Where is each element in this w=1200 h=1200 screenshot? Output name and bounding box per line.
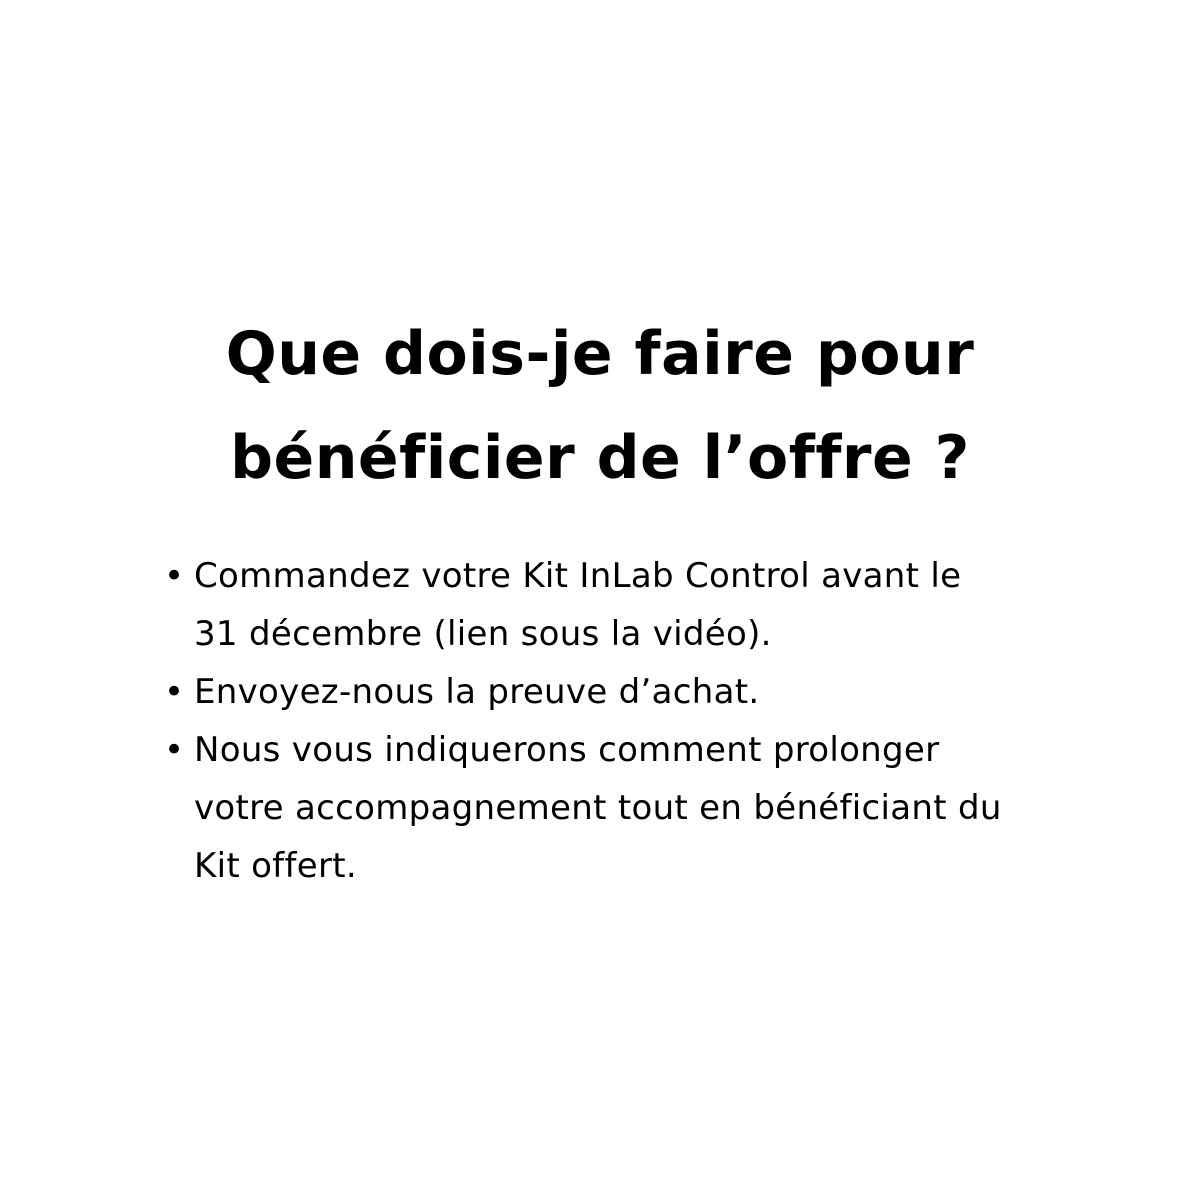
offer-heading-line-2: bénéficier de l’offre ? [230, 423, 970, 493]
offer-step-extend [162, 721, 1102, 895]
offer-step-extend-line-2: votre accompagnement tout en bénéficiant du [194, 788, 1002, 828]
bullet-icon: • [164, 730, 185, 770]
offer-heading [120, 302, 1080, 510]
offer-step-order-line-2: 31 décembre (lien sous la vidéo). [194, 614, 772, 654]
offer-step-order-line-1: Commandez votre Kit InLab Control avant le [194, 556, 962, 596]
offer-step-extend-line-1: Nous vous indiquerons comment prolonger [194, 730, 940, 770]
offer-step-send-proof [162, 663, 1102, 721]
offer-step-send-proof-line-1: Envoyez-nous la preuve d’achat. [194, 672, 760, 712]
bullet-icon: • [164, 672, 185, 712]
offer-steps-list [162, 547, 1102, 895]
offer-step-extend-line-3: Kit offert. [194, 846, 357, 886]
offer-heading-line-1: Que dois-je faire pour [225, 319, 975, 389]
offer-step-order [162, 547, 1102, 663]
bullet-icon: • [164, 556, 185, 596]
